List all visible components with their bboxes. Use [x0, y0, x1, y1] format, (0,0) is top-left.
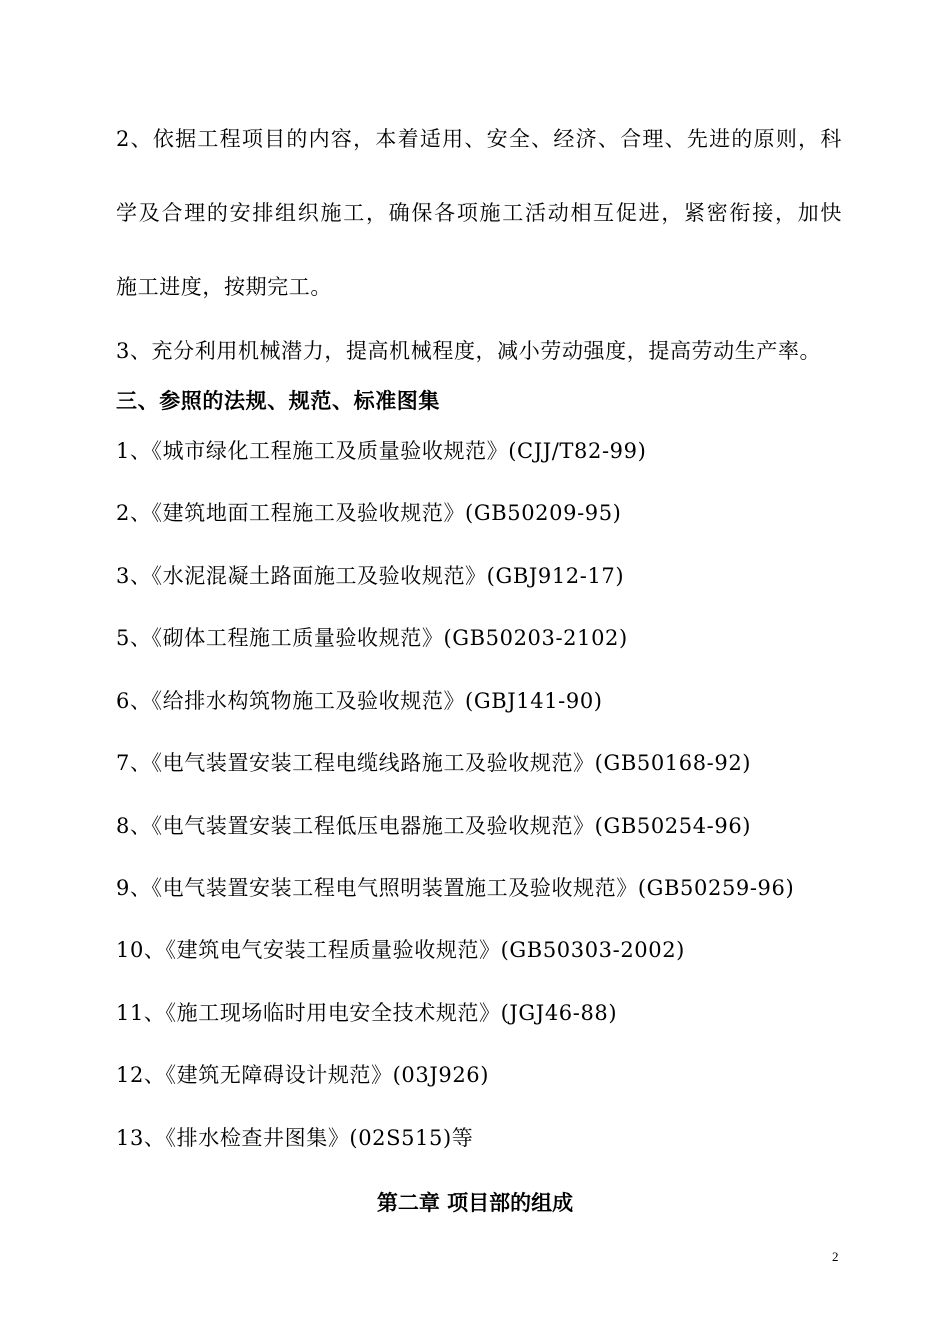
reference-item: 2、《建筑地面工程施工及验收规范》(GB50209-95) [116, 501, 622, 525]
paragraph-2-line-2: 学及合理的安排组织施工，确保各项施工活动相互促进，紧密衔接，加快 [116, 201, 842, 225]
reference-item: 3、《水泥混凝土路面施工及验收规范》(GBJ912-17) [116, 564, 625, 588]
reference-item: 7、《电气装置安装工程电缆线路施工及验收规范》(GB50168-92) [116, 751, 752, 775]
reference-item: 13、《排水检查井图集》(02S515)等 [116, 1126, 474, 1150]
reference-item: 5、《砌体工程施工质量验收规范》(GB50203-2102) [116, 626, 628, 650]
reference-item: 8、《电气装置安装工程低压电器施工及验收规范》(GB50254-96) [116, 814, 752, 838]
paragraph-3: 3、充分利用机械潜力，提高机械程度，减小劳动强度，提高劳动生产率。 [116, 339, 822, 363]
chapter-title: 第二章 项目部的组成 [376, 1191, 574, 1215]
reference-item: 9、《电气装置安装工程电气照明装置施工及验收规范》(GB50259-96) [116, 876, 795, 900]
reference-item: 1、《城市绿化工程施工及质量验收规范》(CJJ/T82-99) [116, 439, 647, 463]
section-heading: 三、参照的法规、规范、标准图集 [116, 389, 440, 413]
paragraph-2-line-3: 施工进度，按期完工。 [116, 275, 332, 299]
paragraph-2-line-1: 2、依据工程项目的内容，本着适用、安全、经济、合理、先进的原则，科 [116, 127, 842, 151]
reference-item: 12、《建筑无障碍设计规范》(03J926) [116, 1063, 490, 1087]
page-number: 2 [832, 1249, 839, 1264]
reference-item: 10、《建筑电气安装工程质量验收规范》(GB50303-2002) [116, 938, 685, 962]
reference-item: 11、《施工现场临时用电安全技术规范》(JGJ46-88) [116, 1001, 618, 1025]
reference-item: 6、《给排水构筑物施工及验收规范》(GBJ141-90) [116, 689, 603, 713]
